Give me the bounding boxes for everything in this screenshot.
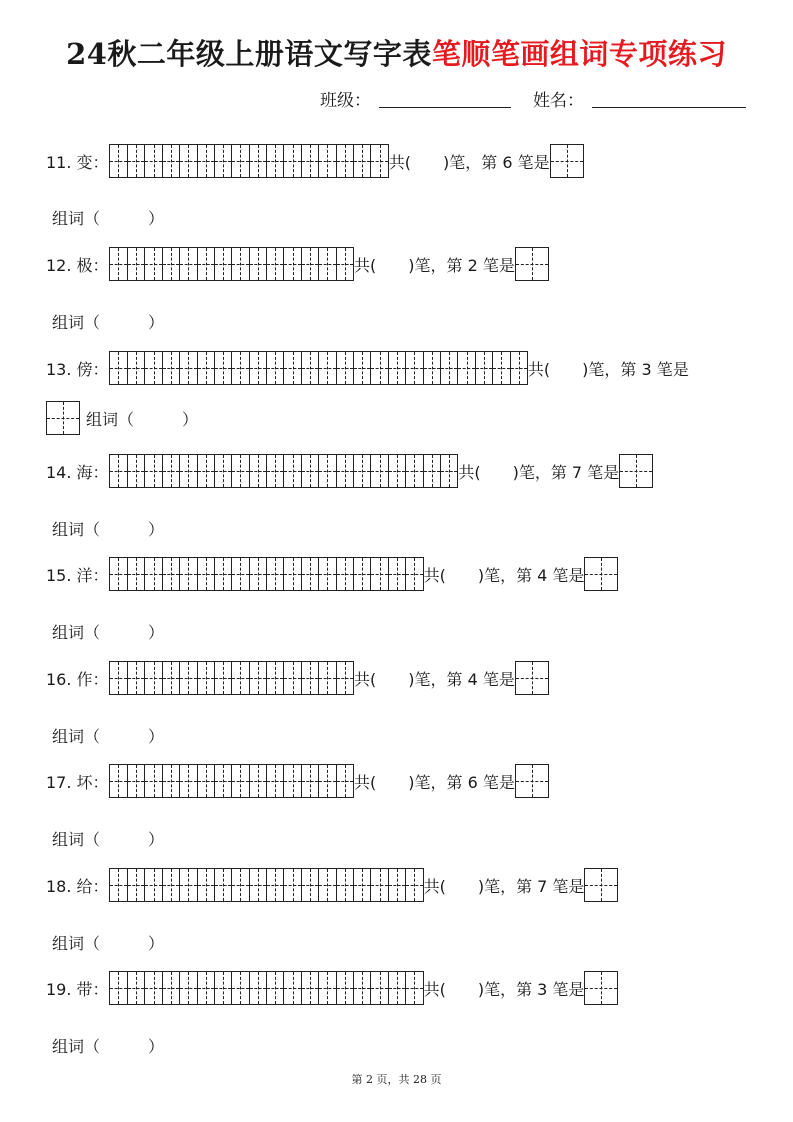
word-group-line: 组词（ ） (52, 209, 165, 228)
stroke-cell[interactable] (266, 662, 283, 694)
stroke-cell[interactable] (266, 869, 283, 901)
stroke-cell[interactable] (110, 972, 127, 1004)
stroke-cell[interactable] (266, 352, 283, 384)
stroke-question: 共( )笔，第 3 笔是 (527, 359, 689, 379)
stroke-cell[interactable] (370, 145, 387, 177)
stroke-cell[interactable] (231, 145, 248, 177)
stroke-question: 共( )笔，第 6 笔是 (354, 772, 515, 792)
stroke-cell[interactable] (127, 558, 144, 590)
stroke-cell[interactable] (283, 972, 300, 1004)
word-group-line: 组词（ ） (86, 409, 199, 429)
stroke-cell[interactable] (318, 145, 335, 177)
stroke-cell[interactable] (266, 765, 283, 797)
stroke-cell[interactable] (110, 455, 127, 487)
answer-box[interactable] (584, 868, 618, 902)
stroke-cell[interactable] (162, 455, 179, 487)
answer-box[interactable] (550, 144, 584, 178)
item-label: 16. 作： (46, 669, 109, 689)
word-group-line: 组词（ ） (52, 623, 165, 642)
stroke-cell[interactable] (197, 558, 214, 590)
stroke-cell[interactable] (249, 558, 266, 590)
item-row (46, 763, 549, 799)
stroke-cell[interactable] (162, 248, 179, 280)
stroke-cell[interactable] (214, 352, 231, 384)
answer-box[interactable] (515, 661, 549, 695)
word-group-line: 组词（ ） (52, 830, 165, 849)
stroke-cell[interactable] (388, 972, 405, 1004)
stroke-cell[interactable] (388, 558, 405, 590)
stroke-cell[interactable] (231, 455, 248, 487)
item-row (46, 453, 653, 489)
stroke-cell[interactable] (231, 352, 248, 384)
stroke-question: 共( )笔，第 4 笔是 (423, 565, 585, 585)
stroke-cell[interactable] (231, 869, 248, 901)
item-row (46, 246, 549, 282)
stroke-boxes[interactable] (109, 661, 354, 695)
stroke-cell[interactable] (197, 869, 214, 901)
stroke-cell[interactable] (144, 662, 161, 694)
item-row (46, 556, 618, 592)
stroke-cell[interactable] (405, 455, 422, 487)
stroke-cell[interactable] (283, 455, 300, 487)
stroke-cell[interactable] (144, 869, 161, 901)
title-black: 24秋二年级上册语文写字表 (66, 37, 432, 71)
stroke-cell[interactable] (110, 145, 127, 177)
stroke-cell[interactable] (388, 352, 405, 384)
stroke-cell[interactable] (249, 869, 266, 901)
stroke-cell[interactable] (110, 558, 127, 590)
stroke-cell[interactable] (249, 455, 266, 487)
stroke-boxes[interactable] (109, 764, 354, 798)
stroke-cell[interactable] (127, 869, 144, 901)
stroke-cell[interactable] (266, 972, 283, 1004)
stroke-cell[interactable] (266, 145, 283, 177)
page-title (0, 34, 793, 74)
item-label: 11. 变： (46, 152, 109, 172)
stroke-cell[interactable] (179, 662, 196, 694)
stroke-cell[interactable] (318, 352, 335, 384)
stroke-cell[interactable] (336, 558, 353, 590)
stroke-cell[interactable] (336, 662, 353, 694)
stroke-question: 共( )笔，第 7 笔是 (423, 876, 585, 896)
stroke-cell[interactable] (283, 662, 300, 694)
item-label: 13. 傍： (46, 359, 109, 379)
stroke-cell[interactable] (405, 972, 422, 1004)
stroke-cell[interactable] (197, 765, 214, 797)
stroke-cell[interactable] (301, 145, 318, 177)
student-info (320, 88, 746, 114)
stroke-cell[interactable] (179, 455, 196, 487)
class-label: 班级： (320, 91, 371, 111)
stroke-boxes[interactable] (109, 247, 354, 281)
stroke-cell[interactable] (440, 455, 457, 487)
stroke-cell[interactable] (336, 455, 353, 487)
answer-box[interactable] (515, 764, 549, 798)
item-label: 15. 洋： (46, 565, 109, 585)
item-label: 18. 给： (46, 876, 109, 896)
stroke-cell[interactable] (110, 248, 127, 280)
stroke-cell[interactable] (249, 145, 266, 177)
answer-box[interactable] (584, 971, 618, 1005)
stroke-cell[interactable] (318, 765, 335, 797)
stroke-cell[interactable] (405, 869, 422, 901)
stroke-cell[interactable] (231, 765, 248, 797)
page-footer: 第 2 页，共 28 页 (351, 1073, 442, 1086)
stroke-cell[interactable] (318, 972, 335, 1004)
stroke-cell[interactable] (353, 558, 370, 590)
stroke-cell[interactable] (197, 972, 214, 1004)
stroke-cell[interactable] (301, 352, 318, 384)
stroke-cell[interactable] (492, 352, 509, 384)
stroke-cell[interactable] (144, 145, 161, 177)
stroke-cell[interactable] (162, 662, 179, 694)
stroke-cell[interactable] (353, 869, 370, 901)
stroke-cell[interactable] (301, 558, 318, 590)
stroke-cell[interactable] (353, 352, 370, 384)
stroke-cell[interactable] (179, 352, 196, 384)
stroke-cell[interactable] (283, 558, 300, 590)
stroke-cell[interactable] (388, 455, 405, 487)
stroke-cell[interactable] (214, 558, 231, 590)
stroke-cell[interactable] (179, 765, 196, 797)
stroke-cell[interactable] (179, 558, 196, 590)
stroke-cell[interactable] (144, 765, 161, 797)
stroke-cell[interactable] (423, 455, 440, 487)
stroke-cell[interactable] (197, 352, 214, 384)
stroke-cell[interactable] (144, 352, 161, 384)
stroke-boxes[interactable] (109, 868, 424, 902)
stroke-cell[interactable] (249, 662, 266, 694)
stroke-cell[interactable] (214, 972, 231, 1004)
stroke-cell[interactable] (370, 558, 387, 590)
stroke-boxes[interactable] (109, 454, 459, 488)
stroke-cell[interactable] (214, 765, 231, 797)
stroke-cell[interactable] (283, 248, 300, 280)
stroke-cell[interactable] (440, 352, 457, 384)
stroke-cell[interactable] (249, 972, 266, 1004)
stroke-cell[interactable] (266, 558, 283, 590)
stroke-cell[interactable] (110, 352, 127, 384)
word-group-line: 组词（ ） (52, 1037, 165, 1056)
item-row (46, 143, 584, 179)
stroke-cell[interactable] (127, 662, 144, 694)
stroke-cell[interactable] (214, 248, 231, 280)
stroke-cell[interactable] (318, 869, 335, 901)
stroke-cell[interactable] (162, 765, 179, 797)
stroke-cell[interactable] (457, 352, 474, 384)
stroke-cell[interactable] (423, 352, 440, 384)
stroke-cell[interactable] (336, 869, 353, 901)
stroke-question: 共( )笔，第 3 笔是 (423, 979, 585, 999)
stroke-cell[interactable] (144, 455, 161, 487)
stroke-cell[interactable] (162, 972, 179, 1004)
stroke-cell[interactable] (301, 972, 318, 1004)
item-row-continued (46, 400, 198, 436)
stroke-cell[interactable] (370, 972, 387, 1004)
stroke-boxes[interactable] (109, 971, 424, 1005)
stroke-cell[interactable] (110, 662, 127, 694)
stroke-cell[interactable] (353, 972, 370, 1004)
item-row (46, 867, 618, 903)
name-label: 姓名： (533, 91, 584, 111)
stroke-cell[interactable] (370, 352, 387, 384)
stroke-cell[interactable] (336, 765, 353, 797)
stroke-cell[interactable] (197, 455, 214, 487)
stroke-cell[interactable] (370, 455, 387, 487)
stroke-cell[interactable] (405, 558, 422, 590)
stroke-boxes[interactable] (109, 351, 528, 385)
stroke-cell[interactable] (179, 869, 196, 901)
stroke-cell[interactable] (127, 455, 144, 487)
stroke-cell[interactable] (283, 352, 300, 384)
item-label: 17. 坏： (46, 772, 109, 792)
stroke-cell[interactable] (301, 765, 318, 797)
stroke-cell[interactable] (370, 869, 387, 901)
stroke-cell[interactable] (301, 662, 318, 694)
stroke-cell[interactable] (301, 455, 318, 487)
stroke-cell[interactable] (231, 248, 248, 280)
stroke-cell[interactable] (249, 352, 266, 384)
item-row (46, 970, 618, 1006)
stroke-cell[interactable] (336, 352, 353, 384)
stroke-cell[interactable] (283, 869, 300, 901)
stroke-boxes[interactable] (109, 144, 389, 178)
stroke-cell[interactable] (231, 972, 248, 1004)
stroke-cell[interactable] (231, 558, 248, 590)
stroke-cell[interactable] (318, 455, 335, 487)
answer-box[interactable] (584, 557, 618, 591)
class-field[interactable] (379, 89, 511, 108)
stroke-cell[interactable] (179, 145, 196, 177)
stroke-cell[interactable] (336, 972, 353, 1004)
stroke-cell[interactable] (127, 248, 144, 280)
stroke-cell[interactable] (110, 765, 127, 797)
stroke-cell[interactable] (283, 145, 300, 177)
title-red: 笔顺笔画组词专项练习 (431, 37, 727, 71)
stroke-cell[interactable] (214, 662, 231, 694)
stroke-cell[interactable] (249, 248, 266, 280)
stroke-cell[interactable] (336, 248, 353, 280)
stroke-cell[interactable] (127, 352, 144, 384)
stroke-cell[interactable] (214, 869, 231, 901)
item-row (46, 350, 689, 386)
stroke-cell[interactable] (301, 248, 318, 280)
stroke-cell[interactable] (318, 558, 335, 590)
stroke-question: 共( )笔，第 4 笔是 (354, 669, 515, 689)
stroke-cell[interactable] (336, 145, 353, 177)
answer-box[interactable] (515, 247, 549, 281)
stroke-cell[interactable] (353, 145, 370, 177)
item-label: 14. 海： (46, 462, 109, 482)
stroke-cell[interactable] (162, 558, 179, 590)
stroke-cell[interactable] (214, 455, 231, 487)
stroke-question: 共( )笔，第 7 笔是 (458, 462, 620, 482)
stroke-cell[interactable] (318, 248, 335, 280)
item-label: 12. 极： (46, 255, 109, 275)
stroke-question: 共( )笔，第 6 笔是 (388, 152, 550, 172)
stroke-question: 共( )笔，第 2 笔是 (354, 255, 515, 275)
stroke-cell[interactable] (179, 972, 196, 1004)
stroke-cell[interactable] (197, 145, 214, 177)
word-group-line: 组词（ ） (52, 520, 165, 539)
word-group-line: 组词（ ） (52, 313, 165, 332)
stroke-cell[interactable] (179, 248, 196, 280)
stroke-cell[interactable] (197, 662, 214, 694)
stroke-cell[interactable] (127, 972, 144, 1004)
stroke-cell[interactable] (214, 145, 231, 177)
stroke-cell[interactable] (388, 869, 405, 901)
word-group-line: 组词（ ） (52, 727, 165, 746)
answer-box[interactable] (619, 454, 653, 488)
stroke-cell[interactable] (127, 145, 144, 177)
item-label: 19. 带： (46, 979, 109, 999)
stroke-cell[interactable] (249, 765, 266, 797)
stroke-cell[interactable] (301, 869, 318, 901)
stroke-cell[interactable] (197, 248, 214, 280)
stroke-cell[interactable] (405, 352, 422, 384)
stroke-cell[interactable] (353, 455, 370, 487)
stroke-cell[interactable] (318, 662, 335, 694)
answer-box[interactable] (46, 401, 80, 435)
stroke-boxes[interactable] (109, 557, 424, 591)
stroke-cell[interactable] (144, 248, 161, 280)
stroke-cell[interactable] (510, 352, 527, 384)
stroke-cell[interactable] (231, 662, 248, 694)
stroke-cell[interactable] (144, 972, 161, 1004)
stroke-cell[interactable] (162, 145, 179, 177)
stroke-cell[interactable] (162, 352, 179, 384)
word-group-line: 组词（ ） (52, 934, 165, 953)
item-row (46, 660, 549, 696)
name-field[interactable] (592, 89, 746, 108)
stroke-cell[interactable] (110, 869, 127, 901)
stroke-cell[interactable] (266, 455, 283, 487)
stroke-cell[interactable] (144, 558, 161, 590)
stroke-cell[interactable] (266, 248, 283, 280)
stroke-cell[interactable] (127, 765, 144, 797)
stroke-cell[interactable] (475, 352, 492, 384)
stroke-cell[interactable] (162, 869, 179, 901)
stroke-cell[interactable] (283, 765, 300, 797)
